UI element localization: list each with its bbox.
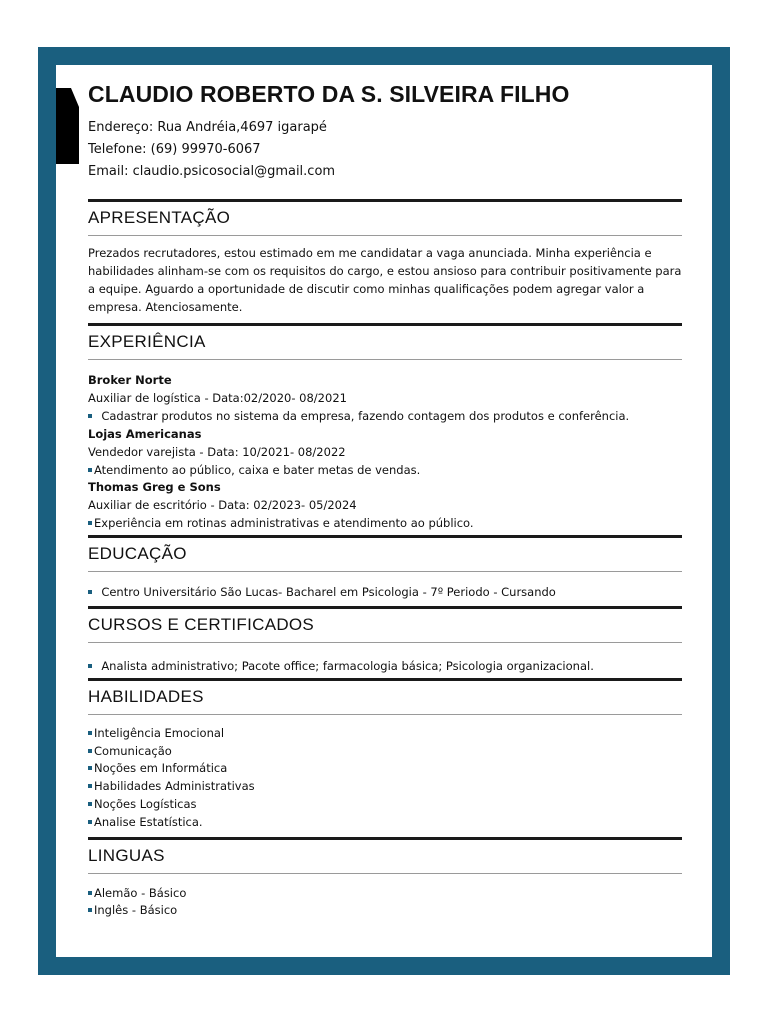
contact-phone: Telefone: (69) 99970-6067: [88, 142, 261, 157]
contact-email[interactable]: Email: claudio.psicosocial@gmail.com: [88, 164, 336, 179]
bullet-icon: [88, 766, 92, 770]
bullet-icon: [88, 908, 92, 912]
list-item: Inglês - Básico: [88, 901, 177, 919]
bullet-icon: [88, 802, 92, 806]
job-company: Thomas Greg e Sons: [88, 480, 221, 494]
bullet-icon: [88, 749, 92, 753]
list-item: Analista administrativo; Pacote office; farmacologia básica; Psicologia organizacional.: [88, 657, 594, 675]
list-item: Noções em Informática: [88, 759, 227, 777]
section-cursos: [88, 606, 682, 643]
list-item: Comunicação: [88, 742, 172, 760]
section-apresentacao: [88, 199, 682, 236]
list-item: Inteligência Emocional: [88, 724, 224, 742]
section-linguas: [88, 837, 682, 874]
bullet-icon: [88, 414, 92, 418]
section-title: HABILIDADES: [88, 687, 204, 706]
list-item: Alemão - Básico: [88, 884, 186, 902]
section-title: APRESENTAÇÃO: [88, 208, 231, 227]
list-item: Habilidades Administrativas: [88, 777, 255, 795]
bullet-icon: [88, 820, 92, 824]
section-experiencia: [88, 323, 682, 360]
section-title: CURSOS E CERTIFICADOS: [88, 615, 315, 634]
section-title: EXPERIÊNCIA: [88, 332, 206, 351]
job-desc: Experiência em rotinas administrativas e atendimento ao público.: [88, 514, 474, 532]
resume-page: [56, 65, 712, 957]
bullet-icon: [88, 590, 92, 594]
section-educacao: [88, 535, 682, 572]
list-item: Analise Estatística.: [88, 813, 203, 831]
job-role: Vendedor varejista - Data: 10/2021- 08/2022: [88, 445, 346, 459]
section-title: LINGUAS: [88, 846, 165, 865]
job-role: Auxiliar de logística - Data:02/2020- 08/2021: [88, 391, 347, 405]
job-desc: Atendimento ao público, caixa e bater metas de vendas.: [88, 461, 420, 479]
decorative-tab: [56, 88, 79, 164]
bullet-icon: [88, 731, 92, 735]
list-item: Noções Logísticas: [88, 795, 197, 813]
job-desc: Cadastrar produtos no sistema da empresa, fazendo contagem dos produtos e conferência.: [88, 407, 629, 425]
bullet-icon: [88, 468, 92, 472]
job-company: Broker Norte: [88, 373, 172, 387]
candidate-name: CLAUDIO ROBERTO DA S. SILVEIRA FILHO: [88, 81, 570, 107]
section-habilidades: [88, 678, 682, 715]
apresentacao-text: Prezados recrutadores, estou estimado em me candidatar a vaga anunciada. Minha experiência e habilidades alinham-se com os requisitos do cargo, e estou ansioso para contribuir positivamente para a equipe. Aguardo a oportunidade de discutir como minhas qualificações podem agregar valor a empresa. Atenciosamente.: [88, 246, 682, 314]
bullet-icon: [88, 784, 92, 788]
bullet-icon: [88, 521, 92, 525]
bullet-icon: [88, 891, 92, 895]
bullet-icon: [88, 664, 92, 668]
job-company: Lojas Americanas: [88, 427, 202, 441]
contact-address: Endereço: Rua Andréia,4697 igarapé: [88, 120, 327, 135]
list-item: Centro Universitário São Lucas- Bacharel em Psicologia - 7º Periodo - Cursando: [88, 583, 556, 601]
section-title: EDUCAÇÃO: [88, 544, 187, 563]
job-role: Auxiliar de escritório - Data: 02/2023- 05/2024: [88, 498, 357, 512]
